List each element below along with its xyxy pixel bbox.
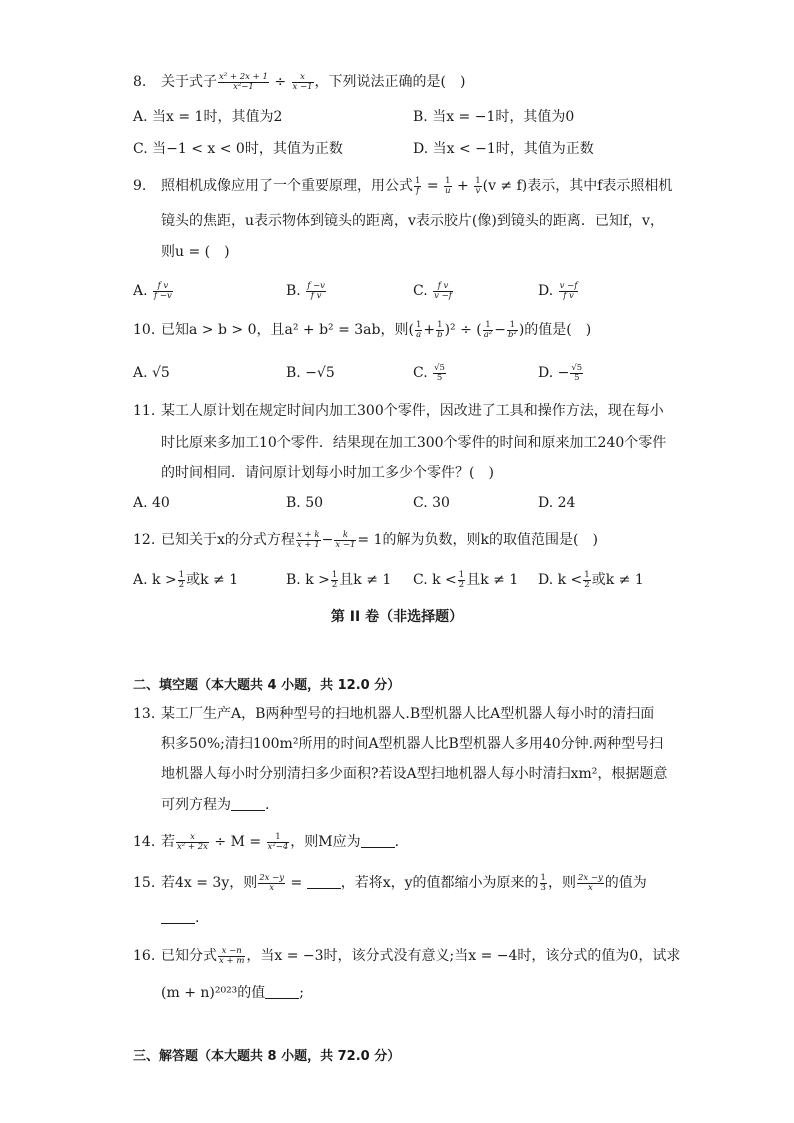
option-b: B. 当x = −1时，其值为0 <box>413 109 575 125</box>
question-16: 16. 已知分式 $\frac{x -n}{x + m}$ ，当x = −3时，该分式没有意义;当x = −4时，该分式的值为0，试求 <box>133 945 681 966</box>
option-c: C. $\frac{√5}{5}$ <box>413 362 445 383</box>
question-11-line2: 时比原来多加工10个零件．结果现在加工300个零件的时间和原来加工240个零件 <box>161 435 667 451</box>
question-9: 9. 照相机成像应用了一个重要原理，用公式 $\frac{1}{f}$ = $\frac{1}{u}$ + $\frac{1}{v}$ (v ≠ f)表示，其中f表示照相机 <box>133 175 673 196</box>
question-15: 15. 若4x = 3y，则 $\frac{2x -y}{x}$ = ，若将x，y的值都缩小为原来的 $\frac{1}{3}$ ，则 $\frac{2x -y}{x}$ 的值为 <box>133 872 647 893</box>
question-number: 8. <box>133 74 147 90</box>
exam-page: 8. 关于式子 $\frac{\text{x² + 2x + 1}}{\text{x²−1}}$ ÷ $\frac{x}{x -1}$ ，下列说法正确的是( ) A. 当x = 1时，其值为2 B. 当x = −1时，其值为0 C. 当−1 < x < 0时，其值为正数 D. 当x < −1时，其值为正数 9. 照相机成像应用了一个重要原理，用公式 $\frac{1}{f}$ = $\frac{1}{u}$ + $\frac{1}{v}$ (v ≠ f)表示，其中f表示照相机 镜头的焦距，u表示物体到镜头的距离，v表示胶片(像)到镜头的距离．已知f，v， 则u = ( ) A. $\frac{\text{f v}}{f -v}$ B. $\frac{f -v}{\text{f v}}$ C. $\frac{\text{f v}}{v -f}$ D. $\frac{v -f}{\text{f v}}$ 10. 已知a > b > 0，且a² + b² = 3ab，则( $\frac{1}{a}$ + $\frac{1}{b}$ )² ÷ ( $\frac{1}{\text{a²}}$ − $\frac{1}{\text{b²}}$ )的值是( ) A. √5 B. −√5 C. $\frac{√5}{5}$ D. − $\frac{√5}{5}$ 11. 某工人原计划在规定时间内加工300个零件，因改进了工具和操作方法，现在每小 时比原来多加工10个零件．结果现在加工300个零件的时间和原来加工240个零件 的时间相同．请问原计划每小时加工多少个零件？( ) A. 40 B. 50 C. 30 D. 24 12. 已知关于x的分式方程 $\frac{x + k}{x + 1}$ − $\frac{k}{x -1}$ = 1的解为负数，则k的取值范围是( ) A. k > $\frac{1}{2}$ 或k ≠ 1 B. k > $\frac{1}{2}$ 且k ≠ 1 C. k < $\frac{1}{2}$ 且k ≠ 1 D. k < $\frac{1}{2}$ 或k ≠ 1 第 II 卷（非选择题） 二、填空题（本大题共 4 小题，共 12.0 分） 13. 某工厂生产A，B两种型号的扫地机器人.B型机器人比A型机器人每小时的清扫面 积多50%;清扫100m²所用的时间A型机器人比B型机器人多用40分钟.两种型号扫 地机器人每小时分别清扫多少面积?若设A型扫地机器人每小时清扫xm²，根据题意 可列方程为 . 14. 若 $\frac{x}{\text{x² + 2x}}$ ÷ M = $\frac{1}{\text{x²−4}}$ ，则M应为 . 15. 若4x = 3y，则 $\frac{2x -y}{x}$ = ，若将x，y的值都缩小为原来的 $\frac{1}{3}$ ，则 $\frac{2x -y}{x}$ 的值为 . 16. 已知分式 $\frac{x -n}{x + m}$ ，当x = −3时，该分式没有意义;当x = −4时，该分式的值为0，试求 (m + n)²⁰²³的值 ; 三、解答题（本大题共 8 小题，共 72.0 分） <box>0 0 794 1123</box>
option-a: A. 40 <box>133 495 170 511</box>
option-a: A. k > $\frac{1}{2}$ 或k ≠ 1 <box>133 569 239 590</box>
option-b: B. 50 <box>286 495 324 511</box>
question-9-line2: 镜头的焦距，u表示物体到镜头的距离，v表示胶片(像)到镜头的距离．已知f，v， <box>161 213 664 229</box>
option-a: A. √5 <box>133 365 170 381</box>
question-11-line3: 的时间相同．请问原计划每小时加工多少个零件？( ) <box>161 465 494 481</box>
option-c: C. $\frac{\text{f v}}{v -f}$ <box>413 280 452 301</box>
question-8: 8. 关于式子 $\frac{\text{x² + 2x + 1}}{\text{x²−1}}$ ÷ $\frac{x}{x -1}$ ，下列说法正确的是( ) <box>133 71 466 92</box>
answer-blank[interactable] <box>161 909 195 924</box>
answer-blank[interactable] <box>307 874 341 889</box>
part-heading: 二、填空题（本大题共 4 小题，共 12.0 分） <box>133 678 401 693</box>
question-12: 12. 已知关于x的分式方程 $\frac{x + k}{x + 1}$ − $\frac{k}{x -1}$ = 1的解为负数，则k的取值范围是( ) <box>133 529 598 550</box>
question-10: 10. 已知a > b > 0，且a² + b² = 3ab，则( $\frac{1}{a}$ + $\frac{1}{b}$ )² ÷ ( $\frac{1}{\text{a²}}$ − $\frac{1}{\text{b²}}$ )的值是( ) <box>133 319 592 340</box>
option-b: B. $\frac{f -v}{\text{f v}}$ <box>286 280 325 301</box>
fraction: $\frac{x}{x -1}$ <box>292 71 313 92</box>
question-14: 14. 若 $\frac{x}{\text{x² + 2x}}$ ÷ M = $\frac{1}{\text{x²−4}}$ ，则M应为 . <box>133 831 400 852</box>
option-c: C. 当−1 < x < 0时，其值为正数 <box>133 141 343 157</box>
option-d: D. − $\frac{√5}{5}$ <box>538 362 583 383</box>
option-a: A. 当x = 1时，其值为2 <box>133 109 283 125</box>
option-d: D. 当x < −1时，其值为正数 <box>413 141 594 157</box>
part-heading: 三、解答题（本大题共 8 小题，共 72.0 分） <box>133 1049 401 1064</box>
option-b: B. k > $\frac{1}{2}$ 且k ≠ 1 <box>286 569 392 590</box>
option-a: A. $\frac{\text{f v}}{f -v}$ <box>133 280 172 301</box>
option-d: D. k < $\frac{1}{2}$ 或k ≠ 1 <box>538 569 644 590</box>
question-13: 13. 某工厂生产A，B两种型号的扫地机器人.B型机器人比A型机器人每小时的清扫面 <box>133 706 655 722</box>
option-b: B. −√5 <box>286 365 335 381</box>
answer-blank[interactable] <box>231 796 265 811</box>
option-d: D. 24 <box>538 495 576 511</box>
section-title: 第 II 卷（非选择题） <box>330 609 464 625</box>
question-11: 11. 某工人原计划在规定时间内加工300个零件，因改进了工具和操作方法，现在每小 <box>133 403 664 419</box>
fraction: $\frac{\text{x² + 2x + 1}}{\text{x²−1}}$ <box>219 71 268 92</box>
question-9-line3: 则u = ( ) <box>161 244 230 260</box>
option-c: C. 30 <box>413 495 450 511</box>
option-c: C. k < $\frac{1}{2}$ 且k ≠ 1 <box>413 569 519 590</box>
answer-blank[interactable] <box>361 833 395 848</box>
option-d: D. $\frac{v -f}{\text{f v}}$ <box>538 280 578 301</box>
answer-blank[interactable] <box>265 984 299 999</box>
